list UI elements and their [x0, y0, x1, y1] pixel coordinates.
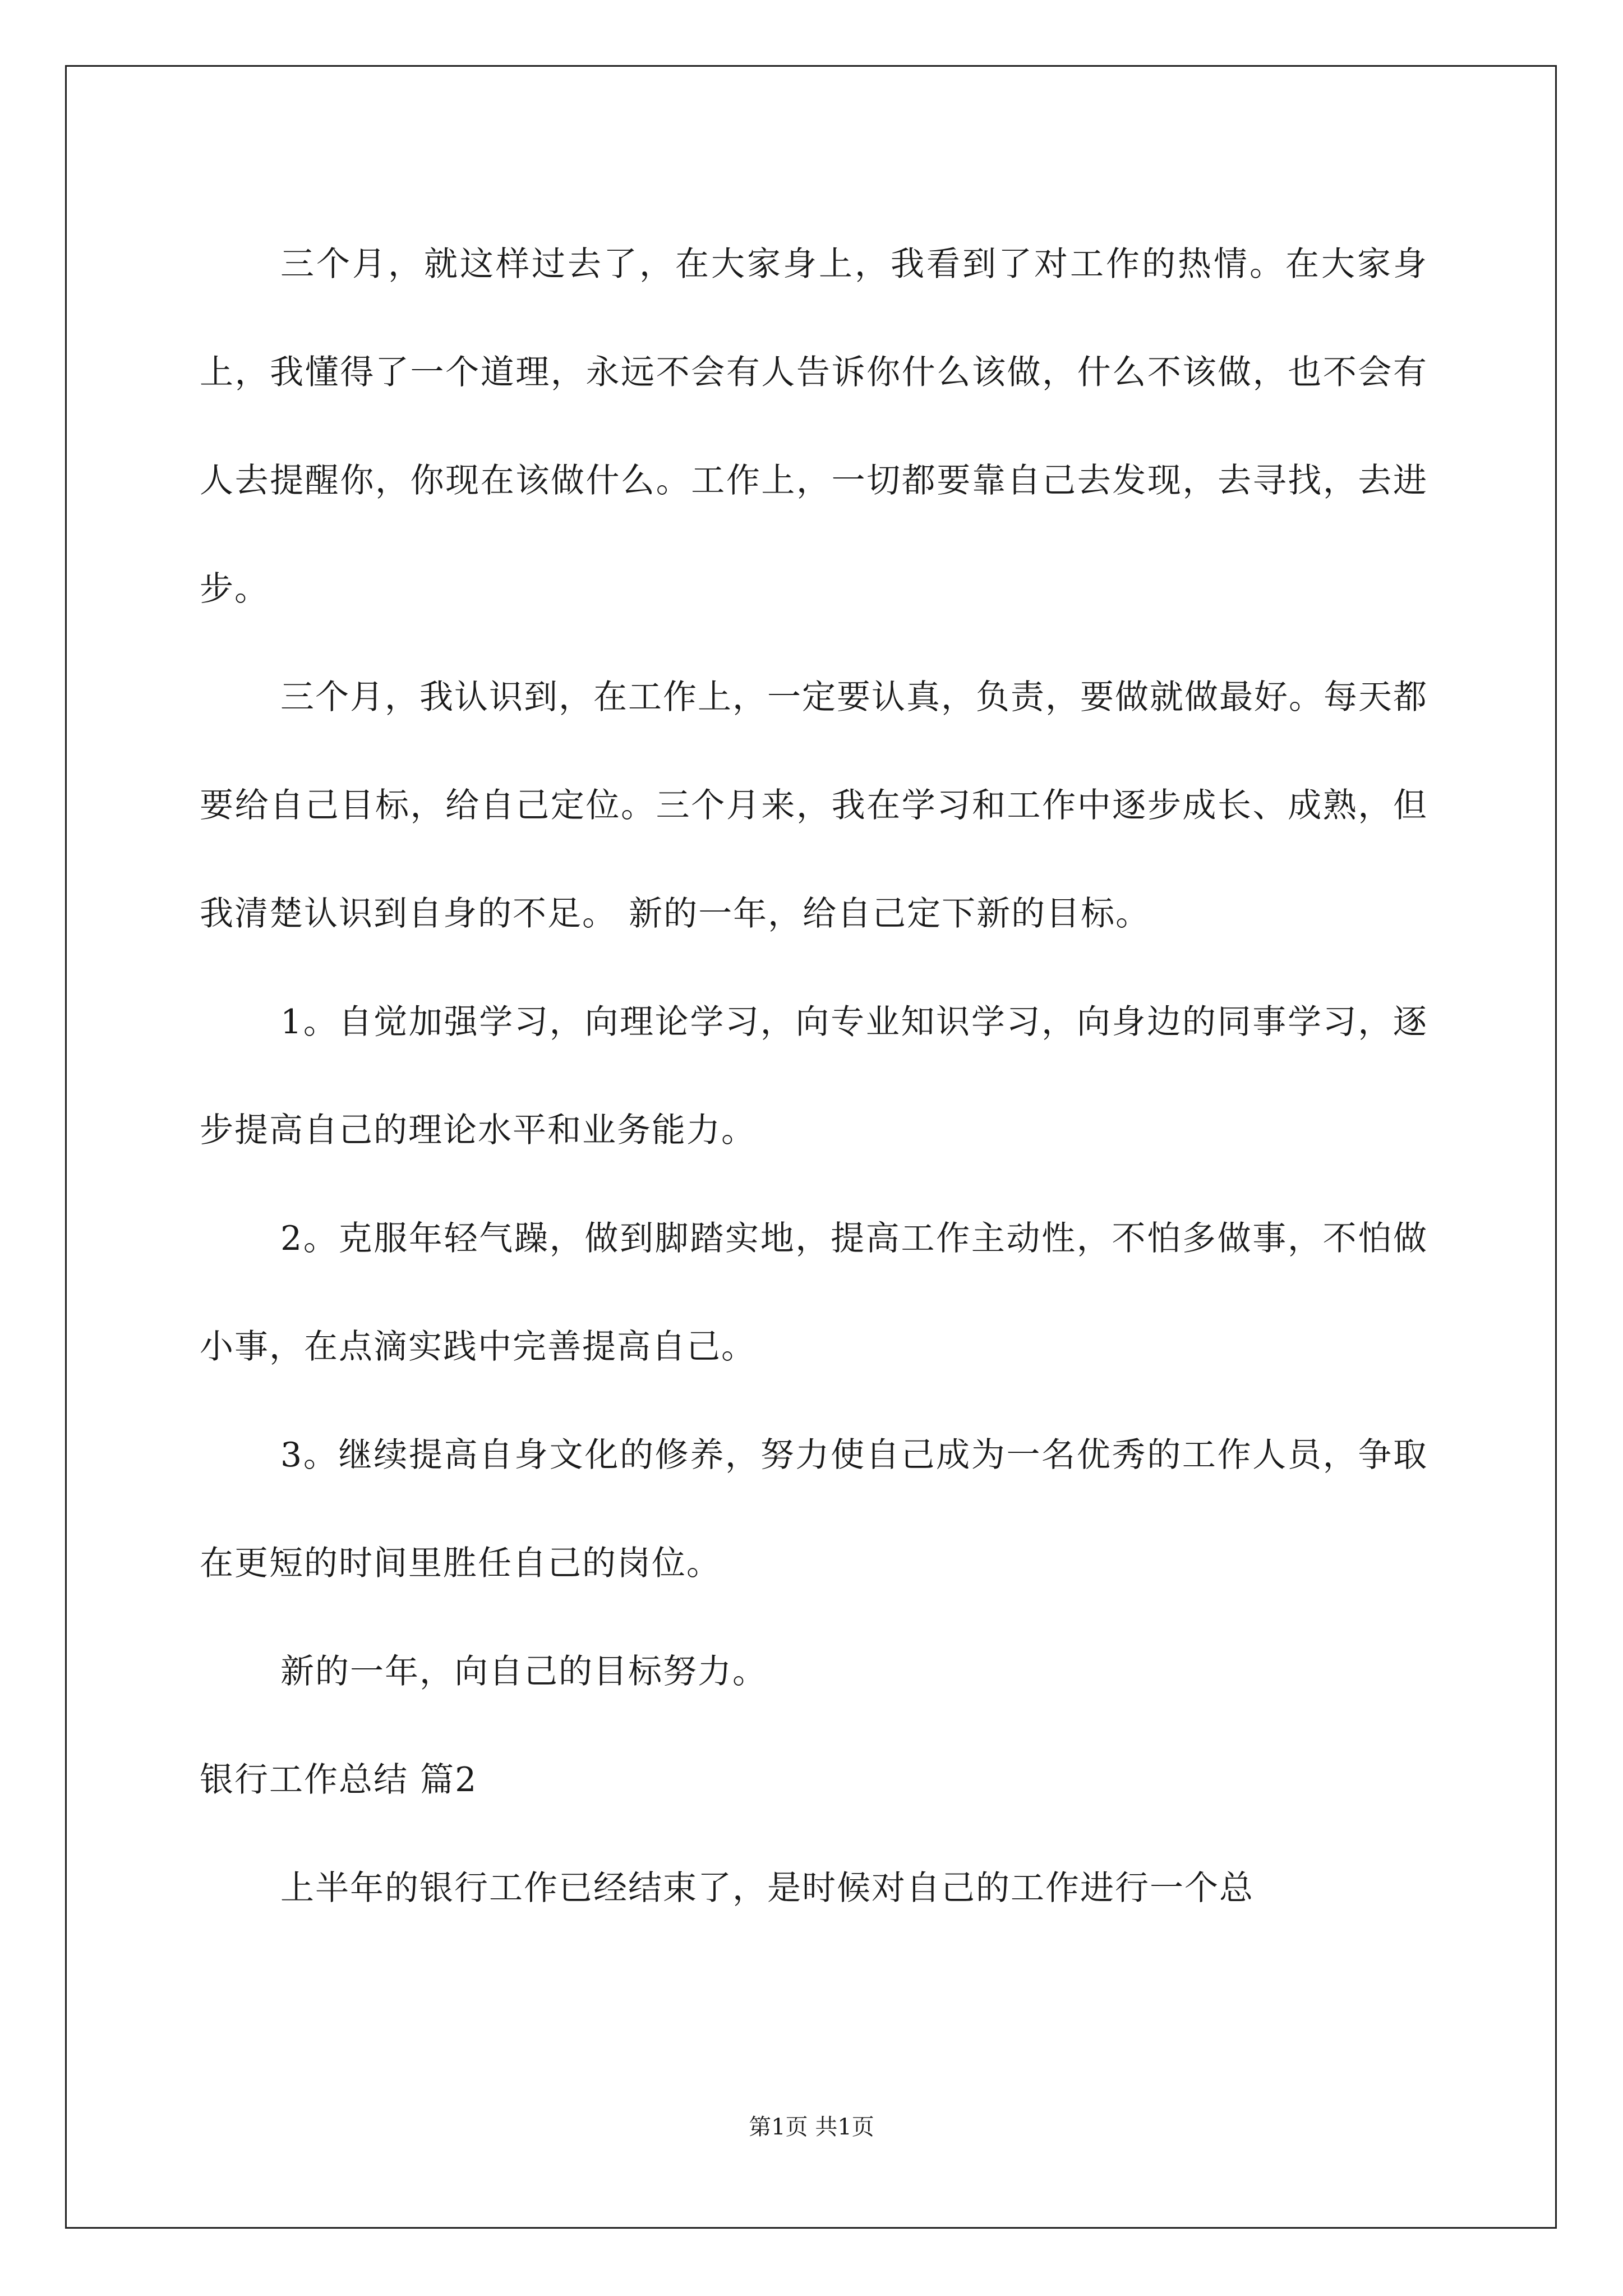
paragraph-3: 1。自觉加强学习，向理论学习，向专业知识学习，向身边的同事学习，逐步提高自己的理论水平和业务能力。 — [200, 1002, 1428, 1150]
page-footer: 第1页 共1页 — [749, 2114, 874, 2140]
paragraph-5: 3。继续提高自身文化的修养，努力使自己成为一名优秀的工作人员，争取在更短的时间里胜任自己的岗位。 — [200, 1435, 1428, 1583]
paragraph-7: 上半年的银行工作已经结束了，是时候对自己的工作进行一个总 — [280, 1869, 1254, 1908]
paragraph-6: 新的一年，向自己的目标努力。 — [280, 1652, 767, 1691]
paragraph-1: 三个月，就这样过去了，在大家身上，我看到了对工作的热情。在大家身上，我懂得了一个道理，永远不会有人告诉你什么该做，什么不该做，也不会有人去提醒你，你现在该做什么。工作上，一切都要靠自己去发现，去寻找，去进步。 — [200, 245, 1428, 609]
section-heading: 银行工作总结 篇2 — [200, 1760, 478, 1800]
paragraph-2: 三个月，我认识到，在工作上，一定要认真，负责，要做就做最好。每天都要给自己目标，给自己定位。三个月来，我在学习和工作中逐步成长、成熟，但我清楚认识到自身的不足。 新的一年，给自己定下新的目标。 — [200, 678, 1428, 933]
document-body — [200, 210, 1428, 1943]
paragraph-4: 2。克服年轻气躁，做到脚踏实地，提高工作主动性，不怕多做事，不怕做小事，在点滴实践中完善提高自己。 — [200, 1219, 1428, 1366]
